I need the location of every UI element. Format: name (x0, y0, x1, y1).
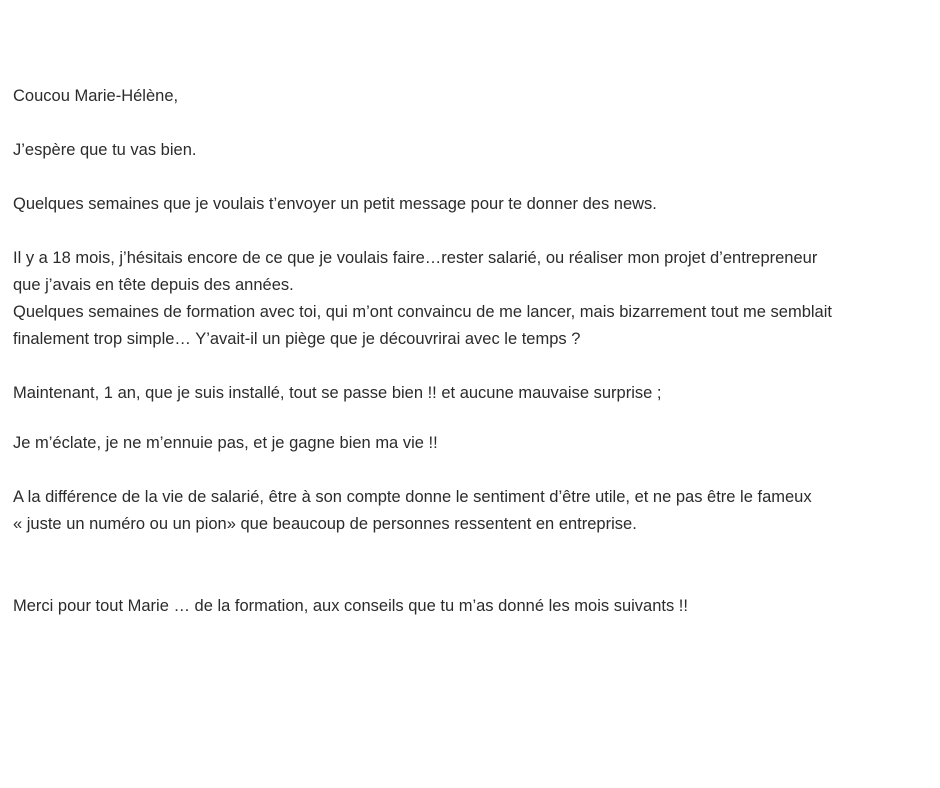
difference-line: « juste un numéro ou un pion» que beaucoup de personnes ressentent en entreprise. (13, 515, 637, 533)
story-line: Il y a 18 mois, j’hésitais encore de ce que je voulais faire…rester salarié, ou réaliser mon projet d’entrepreneur (13, 249, 818, 267)
thanks-line: Merci pour tout Marie … de la formation, aux conseils que tu m’as donné les mois suivants !! (13, 597, 688, 615)
letter-body (13, 83, 928, 620)
story-line: Quelques semaines de formation avec toi, qui m’ont convaincu de me lancer, mais bizarrement tout me semblait (13, 303, 832, 321)
intro-line: Quelques semaines que je voulais t’envoyer un petit message pour te donner des news. (13, 195, 657, 213)
difference-line: A la différence de la vie de salarié, être à son compte donne le sentiment d’être utile, et ne pas être le fameux (13, 488, 812, 506)
hope-line: J’espère que tu vas bien. (13, 141, 197, 159)
now-line: Maintenant, 1 an, que je suis installé, tout se passe bien !! et aucune mauvaise surprise ; (13, 384, 662, 402)
enjoy-line: Je m’éclate, je ne m’ennuie pas, et je gagne bien ma vie !! (13, 434, 438, 452)
story-line: que j’avais en tête depuis des années. (13, 276, 294, 294)
story-line: finalement trop simple… Y’avait-il un piège que je découvrirai avec le temps ? (13, 330, 581, 348)
difference-paragraph (13, 484, 928, 538)
greeting-line: Coucou Marie-Hélène, (13, 87, 179, 105)
story-paragraph (13, 245, 928, 353)
